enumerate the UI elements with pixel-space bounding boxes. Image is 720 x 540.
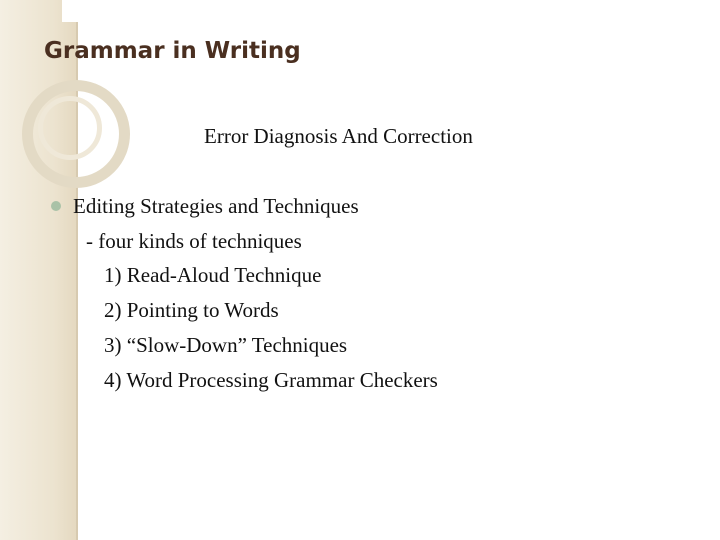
bullet-sub-text: - four kinds of techniques xyxy=(86,229,302,253)
technique-item: 2) Pointing to Words xyxy=(104,298,279,322)
slide-title: Grammar in Writing xyxy=(44,38,301,64)
bullet-icon xyxy=(51,201,61,211)
decorative-ring-inner xyxy=(38,96,102,160)
technique-item: 1) Read-Aloud Technique xyxy=(104,263,322,287)
slide-subtitle: Error Diagnosis And Correction xyxy=(204,124,473,148)
bullet-text: Editing Strategies and Techniques xyxy=(73,194,359,218)
technique-item: 3) “Slow-Down” Techniques xyxy=(104,333,348,357)
technique-item: 4) Word Processing Grammar Checkers xyxy=(104,368,438,392)
side-band-notch xyxy=(62,0,78,22)
